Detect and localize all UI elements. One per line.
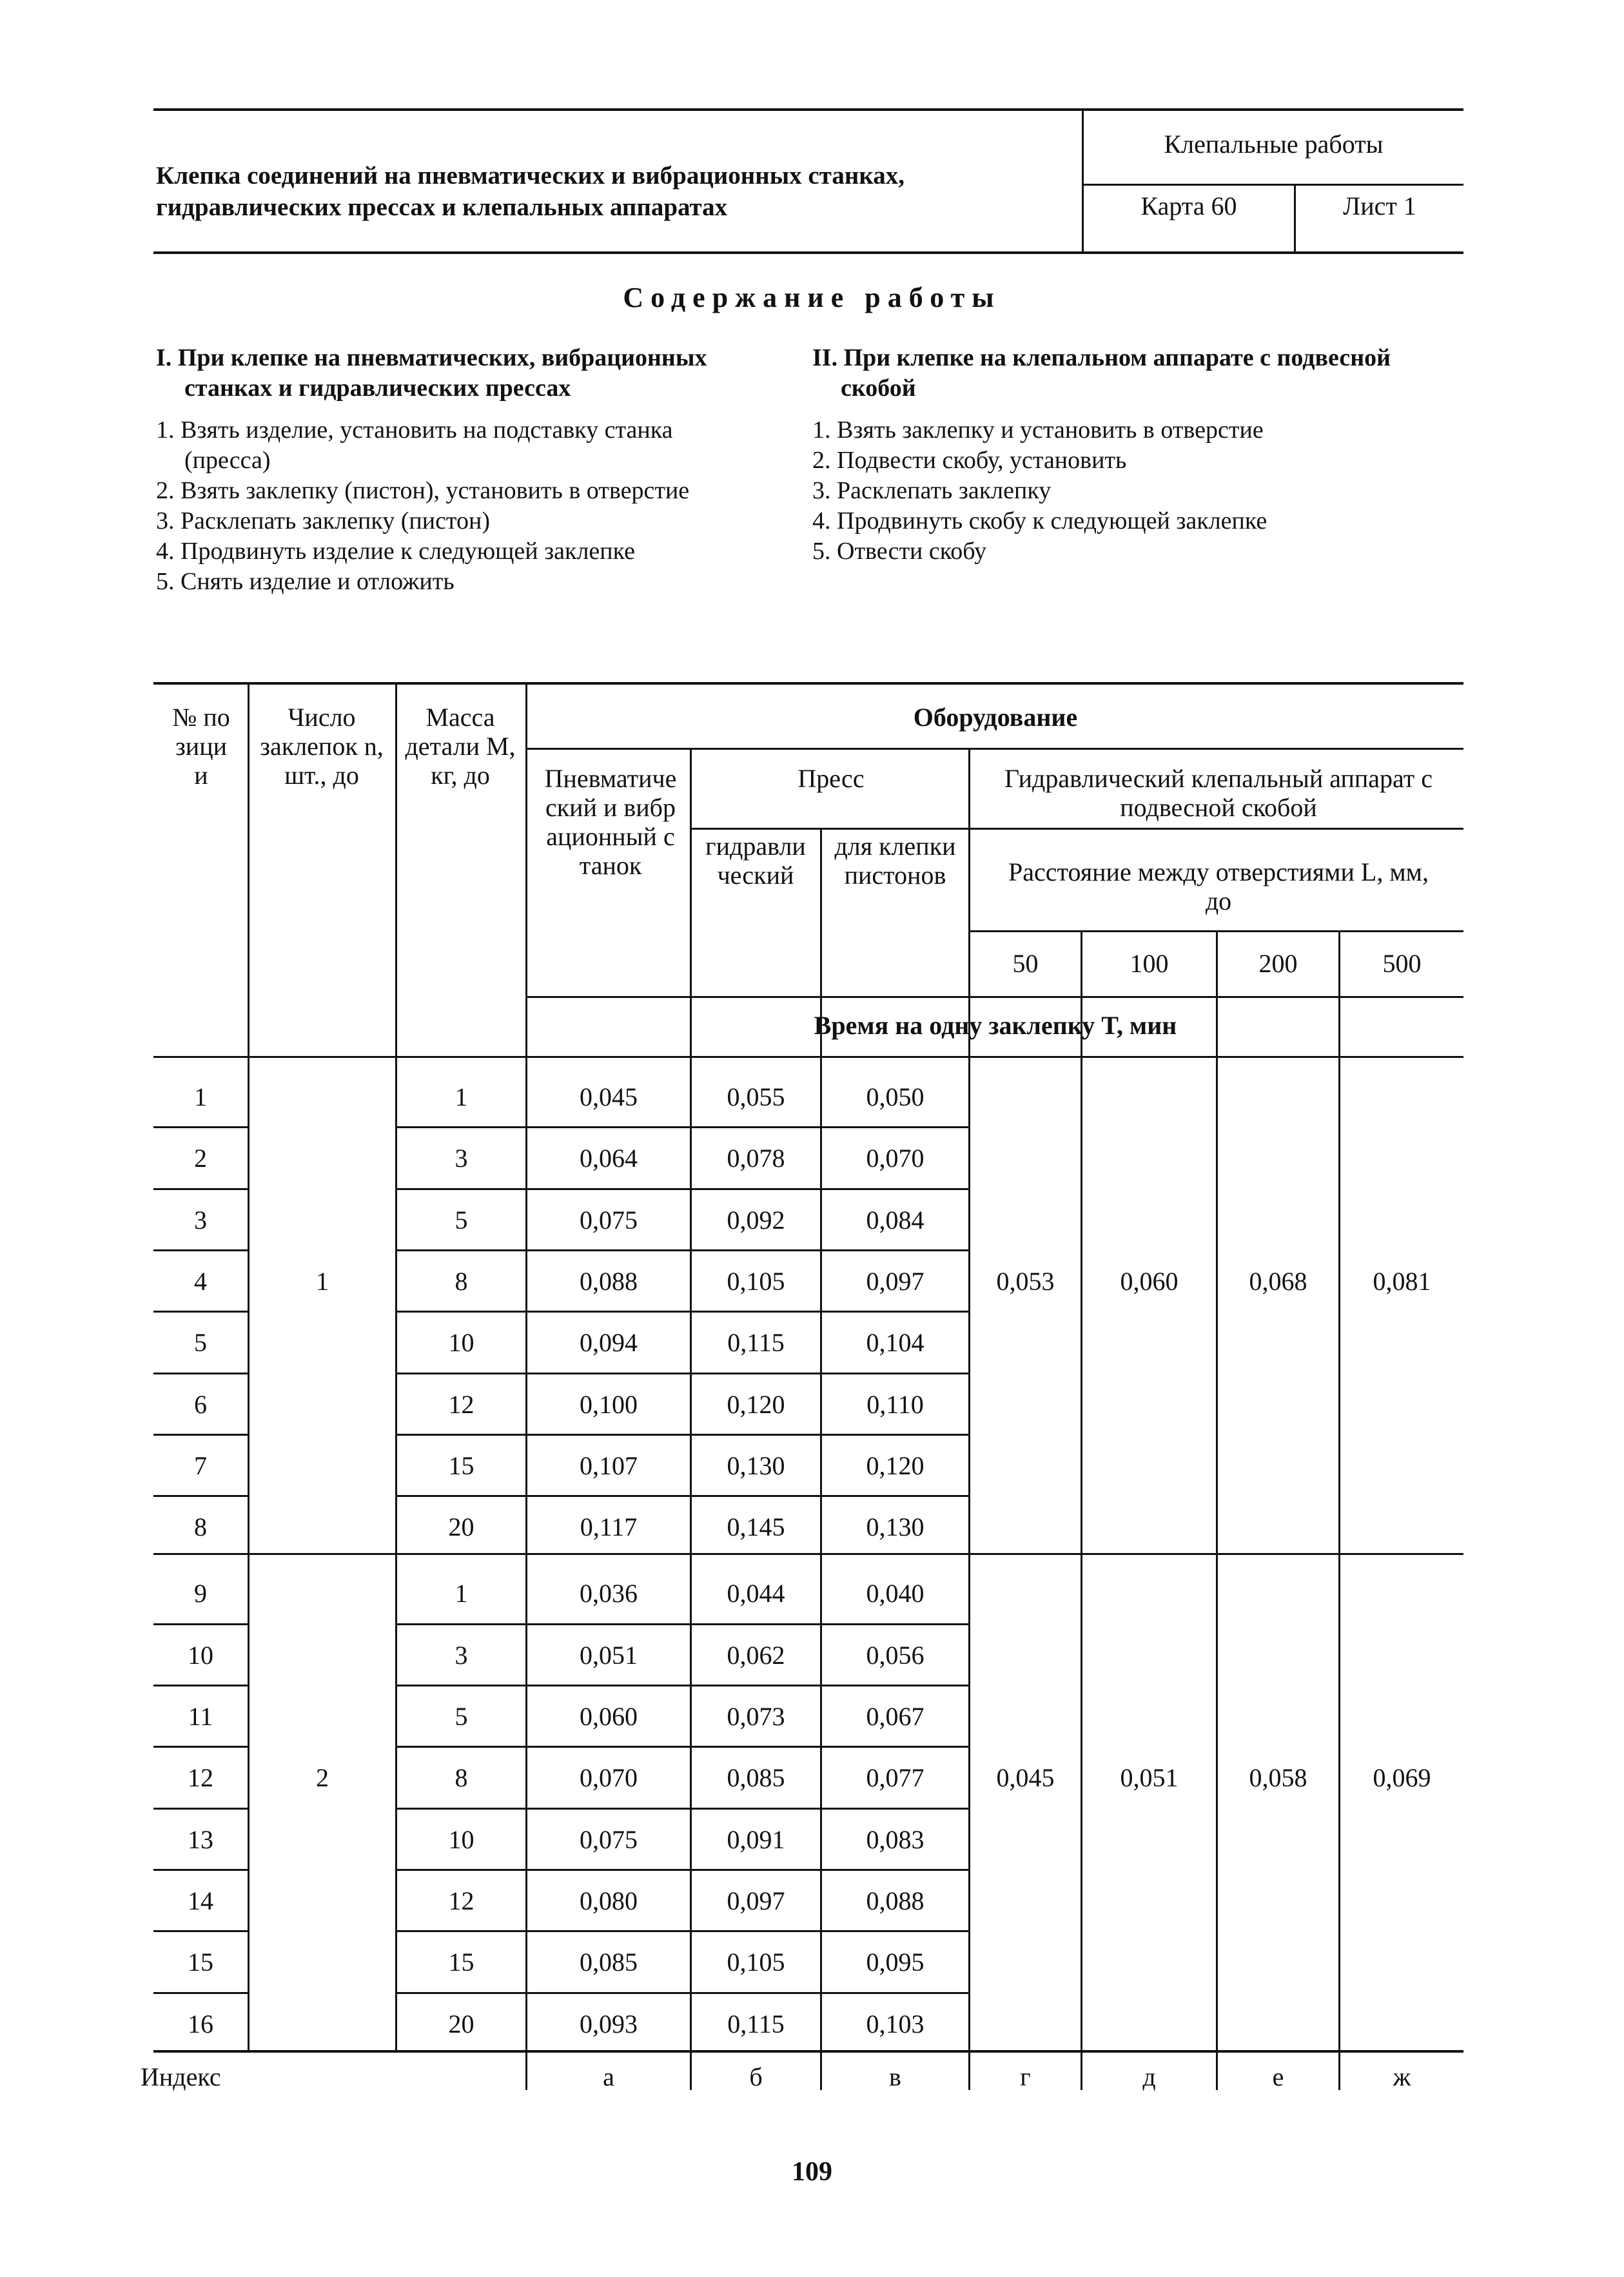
cell-v: 0,088: [866, 1886, 925, 1915]
cell-pos: 11: [188, 1702, 213, 1731]
section1-heading: I. При клепке на пневматических, вибрационных станках и гидравлических прессах: [156, 344, 707, 402]
cell-b: 0,145: [727, 1512, 785, 1542]
cell-pos: 1: [194, 1082, 207, 1111]
header-part-mass: Масса детали M, кг, до: [405, 703, 516, 790]
cell-a: 0,064: [580, 1144, 638, 1173]
section2-column: [812, 343, 1465, 567]
cell-b: 0,073: [727, 1702, 785, 1731]
cell-v: 0,070: [866, 1144, 925, 1173]
cell-mass: 10: [448, 1824, 474, 1854]
header-pneumatic-machine: Пневматический и вибрационный станок: [544, 764, 677, 880]
work-content-title: Содержание работы: [623, 282, 1001, 313]
header-press-hydraulic: гидравлический: [705, 832, 806, 890]
cell-a: 0,100: [580, 1389, 638, 1419]
cell-rivets: 1: [316, 1266, 329, 1296]
header-top-rule: [153, 108, 1463, 111]
cell-pos: 9: [194, 1579, 207, 1608]
section2-item: 3. Расклепать заклепку: [812, 477, 1052, 504]
header-distance: Расстояние между отверстиями L, мм, до: [1008, 857, 1429, 915]
cell-apparatus-time: 0,068: [1249, 1266, 1307, 1296]
vline-pos: [248, 683, 249, 2051]
section1-item: 4. Продвинуть изделие к следующей заклепке: [156, 538, 635, 565]
cell-b: 0,091: [727, 1824, 785, 1854]
header-apparatus: Гидравлический клепальный аппарат с подвесной скобой: [1004, 764, 1433, 822]
cell-v: 0,067: [866, 1702, 925, 1731]
rule-under-apparatus: [970, 828, 1463, 830]
cell-a: 0,088: [580, 1266, 638, 1296]
vline-d100: [1216, 932, 1218, 2090]
header-sheet: Лист 1: [1343, 191, 1416, 220]
cell-v: 0,056: [866, 1640, 925, 1670]
cell-pos: 13: [188, 1824, 213, 1854]
cell-b: 0,097: [727, 1886, 785, 1915]
cell-apparatus-time: 0,058: [1249, 1763, 1307, 1793]
cell-pos: 2: [194, 1144, 207, 1173]
cell-a: 0,060: [580, 1702, 638, 1731]
cell-v: 0,050: [866, 1082, 925, 1111]
cell-a: 0,107: [580, 1451, 638, 1480]
cell-mass: 8: [455, 1266, 468, 1296]
cell-mass: 20: [448, 2009, 474, 2038]
cell-mass: 5: [455, 1205, 468, 1235]
header-time-per-rivet: Время на одну заклепку T, мин: [814, 1011, 1177, 1040]
cell-v: 0,040: [866, 1579, 925, 1608]
cell-v: 0,104: [866, 1328, 925, 1358]
cell-v: 0,084: [866, 1205, 925, 1235]
header-position: № позиции: [172, 703, 230, 790]
cell-v: 0,130: [866, 1512, 925, 1542]
cell-a: 0,075: [580, 1824, 638, 1854]
section1-item: 3. Расклепать заклепку (пистон): [156, 507, 491, 534]
cell-b: 0,105: [727, 1266, 785, 1296]
cell-rivets: 2: [316, 1763, 329, 1793]
cell-pos: 3: [194, 1205, 207, 1235]
document-title-line2: гидравлических прессах и клепальных аппаратах: [156, 193, 728, 221]
cell-b: 0,078: [727, 1144, 785, 1173]
index-letter-d: д: [1142, 2062, 1156, 2091]
cell-a: 0,070: [580, 1763, 638, 1793]
cell-b: 0,062: [727, 1640, 785, 1670]
header-mid-rule: [1082, 184, 1463, 186]
cell-a: 0,080: [580, 1886, 638, 1915]
cell-pos: 6: [194, 1389, 207, 1419]
cell-a: 0,085: [580, 1948, 638, 1977]
header-distance-500: 500: [1382, 949, 1422, 978]
cell-pos: 8: [194, 1512, 207, 1542]
index-letter-v: в: [889, 2062, 901, 2091]
cell-mass: 12: [448, 1389, 474, 1419]
header-distance-200: 200: [1258, 949, 1298, 978]
index-letter-e: е: [1272, 2062, 1284, 2091]
section1-item: 2. Взять заклепку (пистон), установить в отверстие: [156, 477, 690, 504]
cell-mass: 15: [448, 1948, 474, 1977]
cell-pos: 16: [188, 2009, 213, 2038]
cell-apparatus-time: 0,051: [1120, 1763, 1179, 1793]
header-press: Пресс: [797, 764, 865, 793]
cell-v: 0,103: [866, 2009, 925, 2038]
table-top-rule: [153, 682, 1463, 685]
cell-pos: 12: [188, 1763, 213, 1793]
header-distance-100: 100: [1130, 949, 1169, 978]
rule-under-press: [692, 828, 970, 830]
cell-mass: 1: [455, 1579, 468, 1608]
cell-b: 0,130: [727, 1451, 785, 1480]
cell-mass: 1: [455, 1082, 468, 1111]
cell-a: 0,093: [580, 2009, 638, 2038]
cell-apparatus-time: 0,069: [1373, 1763, 1431, 1793]
cell-a: 0,117: [580, 1512, 638, 1542]
index-label: Индекс: [141, 2062, 221, 2091]
cell-mass: 20: [448, 1512, 474, 1542]
cell-b: 0,055: [727, 1082, 785, 1111]
cell-v: 0,095: [866, 1948, 925, 1977]
header-card: Карта 60: [1140, 191, 1237, 220]
cell-a: 0,045: [580, 1082, 638, 1111]
document-title: [156, 160, 1071, 223]
cell-pos: 15: [188, 1948, 213, 1977]
cell-a: 0,075: [580, 1205, 638, 1235]
cell-mass: 3: [455, 1640, 468, 1670]
index-letter-a: а: [603, 2062, 614, 2091]
cell-mass: 5: [455, 1702, 468, 1731]
index-letter-g: г: [1020, 2062, 1031, 2091]
section2-item: 2. Подвести скобу, установить: [812, 447, 1127, 474]
cell-a: 0,036: [580, 1579, 638, 1608]
section1-column: [156, 343, 756, 597]
section2-item: 5. Отвести скобу: [812, 538, 987, 565]
cell-v: 0,083: [866, 1824, 925, 1854]
section2-heading: II. При клепке на клепальном аппарате с подвесной скобой: [812, 344, 1391, 402]
cell-apparatus-time: 0,081: [1373, 1266, 1431, 1296]
document-title-line1: Клепка соединений на пневматических и вибрационных станках,: [156, 162, 905, 190]
vline-d50: [1081, 932, 1082, 2090]
section1-item: 1. Взять изделие, установить на подставку станка (пресса): [156, 416, 673, 474]
cell-apparatus-time: 0,045: [996, 1763, 1055, 1793]
cell-mass: 15: [448, 1451, 474, 1480]
rule-under-distances: [527, 996, 1463, 998]
page-number: 109: [792, 2157, 832, 2187]
section2-item: 4. Продвинуть скобу к следующей заклепке: [812, 507, 1267, 534]
cell-b: 0,120: [727, 1389, 785, 1419]
cell-pos: 5: [194, 1328, 207, 1358]
section2-item: 1. Взять заклепку и установить в отверстие: [812, 416, 1264, 444]
cell-mass: 8: [455, 1763, 468, 1793]
cell-a: 0,051: [580, 1640, 638, 1670]
cell-b: 0,085: [727, 1763, 785, 1793]
cell-b: 0,115: [727, 1328, 785, 1358]
cell-pos: 14: [188, 1886, 213, 1915]
cell-a: 0,094: [580, 1328, 638, 1358]
cell-v: 0,077: [866, 1763, 925, 1793]
header-distance-50: 50: [1012, 949, 1039, 978]
rule-under-header: [153, 1056, 1463, 1058]
cell-v: 0,097: [866, 1266, 925, 1296]
cell-b: 0,044: [727, 1579, 785, 1608]
header-press-piston: для клепки пистонов: [834, 832, 956, 890]
vline-d200: [1338, 932, 1340, 2090]
cell-b: 0,105: [727, 1948, 785, 1977]
cell-b: 0,092: [727, 1205, 785, 1235]
header-category: Клепальные работы: [1164, 130, 1384, 159]
cell-b: 0,115: [727, 2009, 785, 2038]
cell-pos: 10: [188, 1640, 213, 1670]
cell-apparatus-time: 0,060: [1120, 1266, 1179, 1296]
header-bottom-rule: [153, 251, 1463, 254]
rule-under-equipment: [527, 748, 1463, 750]
cell-v: 0,110: [866, 1389, 924, 1419]
cell-mass: 3: [455, 1144, 468, 1173]
cell-v: 0,120: [866, 1451, 925, 1480]
index-letter-zh: ж: [1393, 2062, 1411, 2091]
cell-apparatus-time: 0,053: [996, 1266, 1055, 1296]
header-equipment: Оборудование: [913, 703, 1078, 732]
index-letter-b: б: [749, 2062, 763, 2091]
header-rivet-count: Число заклепок n, шт., до: [260, 703, 384, 790]
cell-pos: 7: [194, 1451, 207, 1480]
cell-mass: 10: [448, 1328, 474, 1358]
cell-pos: 4: [194, 1266, 207, 1296]
cell-mass: 12: [448, 1886, 474, 1915]
section1-item: 5. Снять изделие и отложить: [156, 568, 455, 595]
